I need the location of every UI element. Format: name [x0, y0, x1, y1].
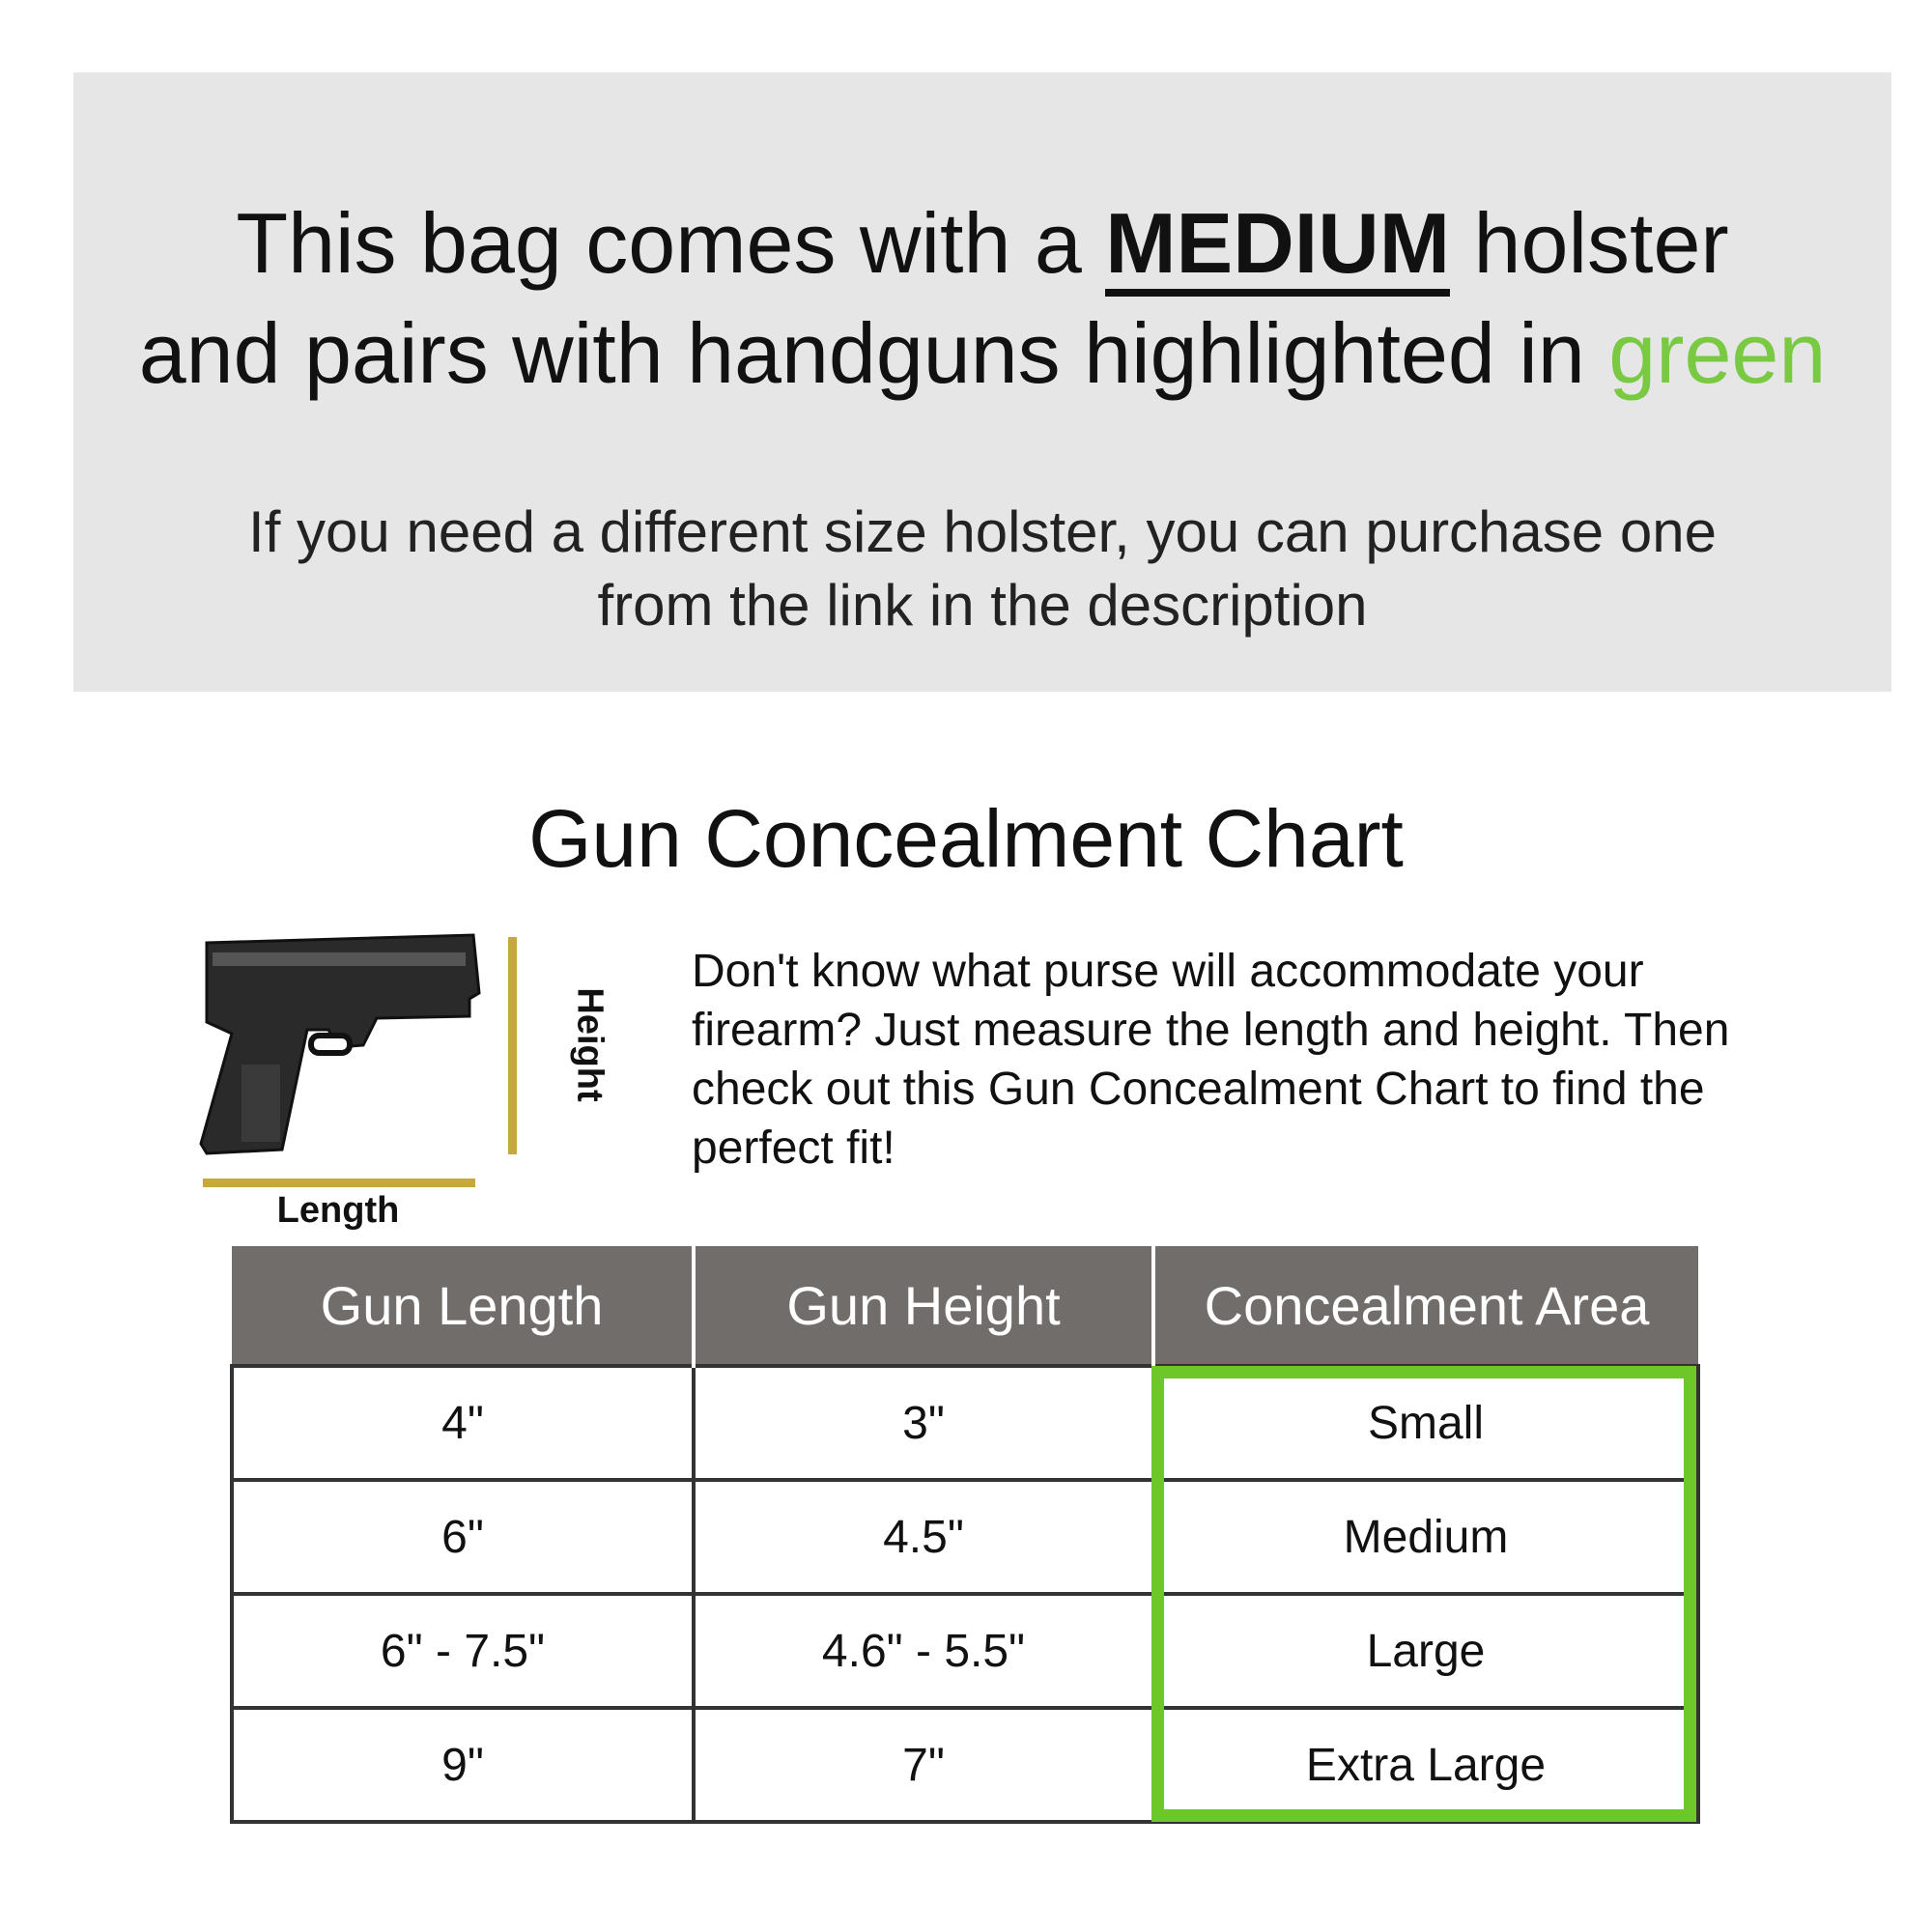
info-banner: [73, 72, 1891, 692]
cell-length: 4": [232, 1366, 694, 1480]
length-measure-bar: [203, 1179, 475, 1187]
cell-area: Medium: [1153, 1480, 1698, 1594]
subline-text-2: from the link in the description: [597, 573, 1368, 638]
table-row: [232, 1366, 1698, 1480]
table-row: [232, 1480, 1698, 1594]
cell-area: Large: [1153, 1594, 1698, 1708]
length-label: Length: [276, 1190, 400, 1231]
header-concealment-area: Concealment Area: [1153, 1246, 1698, 1366]
banner-subline: [73, 496, 1891, 642]
cell-height: 7": [694, 1708, 1153, 1822]
concealment-table: [230, 1246, 1700, 1824]
cell-height: 3": [694, 1366, 1153, 1480]
cell-length: 9": [232, 1708, 694, 1822]
chart-title: Gun Concealment Chart: [528, 793, 1404, 884]
header-gun-length: Gun Length: [232, 1246, 694, 1366]
headline-green-word: green: [1608, 305, 1827, 401]
height-label: Height: [569, 987, 611, 1102]
headline-text-3: and pairs with handguns highlighted in: [138, 305, 1609, 401]
table-row: [232, 1708, 1698, 1822]
cell-length: 6": [232, 1480, 694, 1594]
header-gun-height: Gun Height: [694, 1246, 1153, 1366]
pistol-drawing: [193, 929, 483, 1166]
cell-height: 4.5": [694, 1480, 1153, 1594]
headline-text-1: This bag comes with a: [236, 195, 1106, 291]
chart-description: Don't know what purse will accommodate your firearm? Just measure the length and height. Then check out this Gun Concealment Chart to find the perfect fit!: [692, 946, 1730, 1174]
height-measure-bar: [508, 937, 517, 1154]
table-header-row: [232, 1246, 1698, 1366]
headline-text-2: holster: [1450, 195, 1729, 291]
table-row: [232, 1594, 1698, 1708]
headline-size-emphasis: MEDIUM: [1105, 200, 1450, 297]
cell-height: 4.6" - 5.5": [694, 1594, 1153, 1708]
subline-text-1: If you need a different size holster, you can purchase one: [248, 499, 1717, 564]
cell-area: Extra Large: [1153, 1708, 1698, 1822]
banner-headline: [73, 188, 1891, 409]
cell-area: Small: [1153, 1366, 1698, 1480]
cell-length: 6" - 7.5": [232, 1594, 694, 1708]
